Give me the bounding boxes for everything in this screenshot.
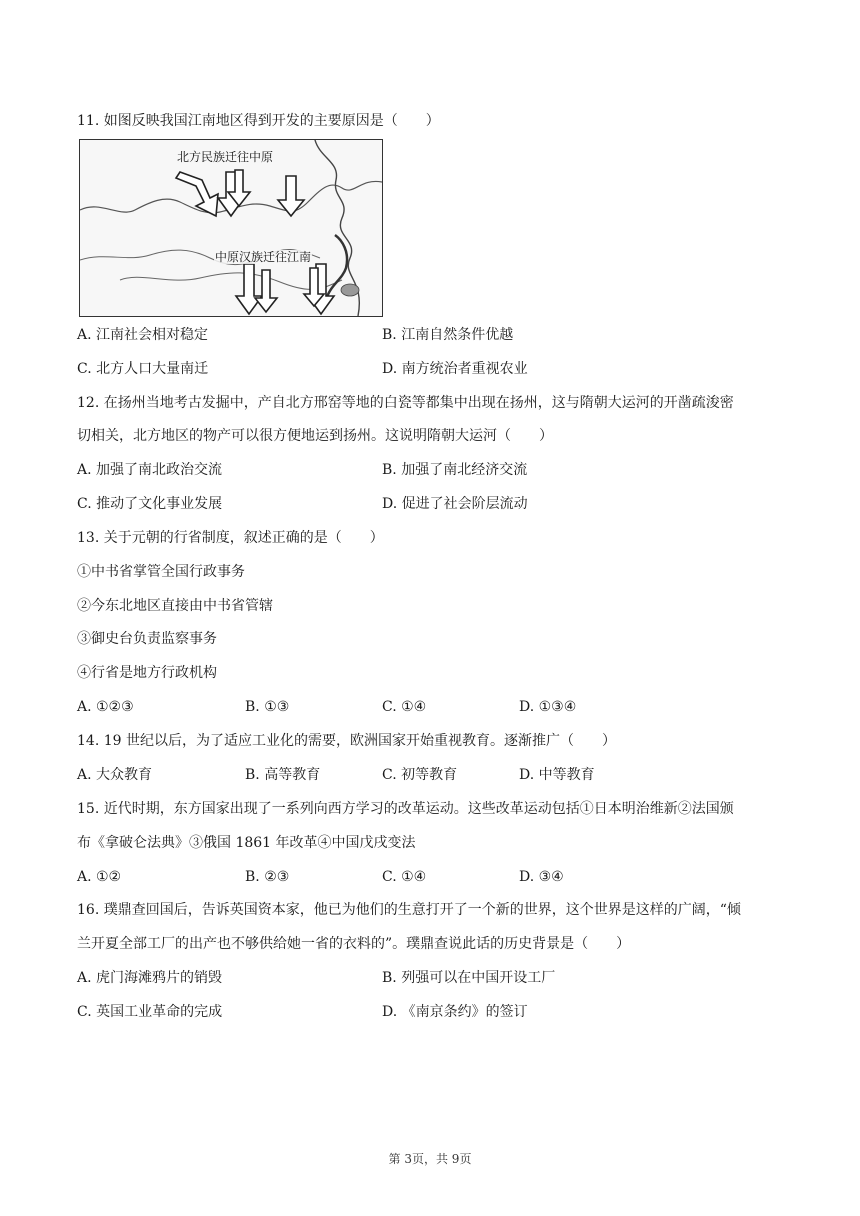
q12-stem-line2: 切相关，北方地区的物产可以很方便地运到扬州。这说明隋朝大运河（ ） <box>77 428 553 444</box>
q14-option-c[interactable]: C. 初等教育 <box>382 767 458 783</box>
q13-option-a[interactable]: A. ①②③ <box>77 699 134 715</box>
q14-option-b[interactable]: B. 高等教育 <box>245 767 321 783</box>
map-label-south: 中原汉族迁往江南 <box>215 250 312 264</box>
q16-option-b[interactable]: B. 列强可以在中国开设工厂 <box>382 970 556 986</box>
q11-option-c[interactable]: C. 北方人口大量南迁 <box>77 361 209 377</box>
q14-option-a[interactable]: A. 大众教育 <box>77 767 153 783</box>
q15-option-d[interactable]: D. ③④ <box>519 869 564 885</box>
q13-stem: 13. 关于元朝的行省制度，叙述正确的是（ ） <box>77 530 384 546</box>
q12-option-d[interactable]: D. 促进了社会阶层流动 <box>382 496 528 512</box>
q13-option-b[interactable]: B. ①③ <box>245 699 290 715</box>
south-arrows <box>236 264 334 314</box>
q11-option-a[interactable]: A. 江南社会相对稳定 <box>77 327 209 343</box>
q12-option-b[interactable]: B. 加强了南北经济交流 <box>382 462 528 478</box>
q13-item: ②今东北地区直接由中书省管辖 <box>77 598 273 614</box>
q15-option-a[interactable]: A. ①② <box>77 869 122 885</box>
q12-option-a[interactable]: A. 加强了南北政治交流 <box>77 462 223 478</box>
q15-stem-line1: 15. 近代时期，东方国家出现了一系列向西方学习的改革运动。这些改革运动包括①日本明治维新②法国颁 <box>77 801 734 817</box>
q13-item: ③御史台负责监察事务 <box>77 631 217 647</box>
page-number-footer: 第 3页，共 9页 <box>388 1152 472 1166</box>
q11-stem: 11. 如图反映我国江南地区得到开发的主要原因是（ ） <box>77 113 440 129</box>
q11-option-b[interactable]: B. 江南自然条件优越 <box>382 327 514 343</box>
q11-option-d[interactable]: D. 南方统治者重视农业 <box>382 361 528 377</box>
q16-option-a[interactable]: A. 虎门海滩鸦片的销毁 <box>77 970 223 986</box>
q14-option-d[interactable]: D. 中等教育 <box>519 767 595 783</box>
q15-option-c[interactable]: C. ①④ <box>382 869 427 885</box>
q16-option-c[interactable]: C. 英国工业革命的完成 <box>77 1004 223 1020</box>
q15-stem-line2: 布《拿破仑法典》③俄国 1861 年改革④中国戊戌变法 <box>77 835 416 851</box>
q11-migration-map <box>79 139 383 317</box>
q13-item: ①中书省掌管全国行政事务 <box>77 564 245 580</box>
q16-stem-line1: 16. 璞鼎查回国后，告诉英国资本家，他已为他们的生意打开了一个新的世界，这个世界是这样的广阔，“倾 <box>77 902 741 918</box>
map-label-north: 北方民族迁往中原 <box>177 150 274 164</box>
q13-option-d[interactable]: D. ①③④ <box>519 699 577 715</box>
q13-option-c[interactable]: C. ①④ <box>382 699 427 715</box>
q14-stem: 14. 19 世纪以后，为了适应工业化的需要，欧洲国家开始重视教育。逐渐推广（ ） <box>77 733 616 749</box>
map-drawing <box>80 140 382 316</box>
q15-option-b[interactable]: B. ②③ <box>245 869 290 885</box>
q16-stem-line2: 兰开夏全部工厂的出产也不够供给她一省的衣料的”。璞鼎查说此话的历史背景是（ ） <box>77 936 631 952</box>
q16-option-d[interactable]: D. 《南京条约》的签订 <box>382 1004 528 1020</box>
q13-item: ④行省是地方行政机构 <box>77 665 217 681</box>
q12-stem-line1: 12. 在扬州当地考古发掘中，产自北方邢窑等地的白瓷等都集中出现在扬州，这与隋朝大运河的开凿疏浚密 <box>77 395 734 411</box>
q12-option-c[interactable]: C. 推动了文化事业发展 <box>77 496 223 512</box>
